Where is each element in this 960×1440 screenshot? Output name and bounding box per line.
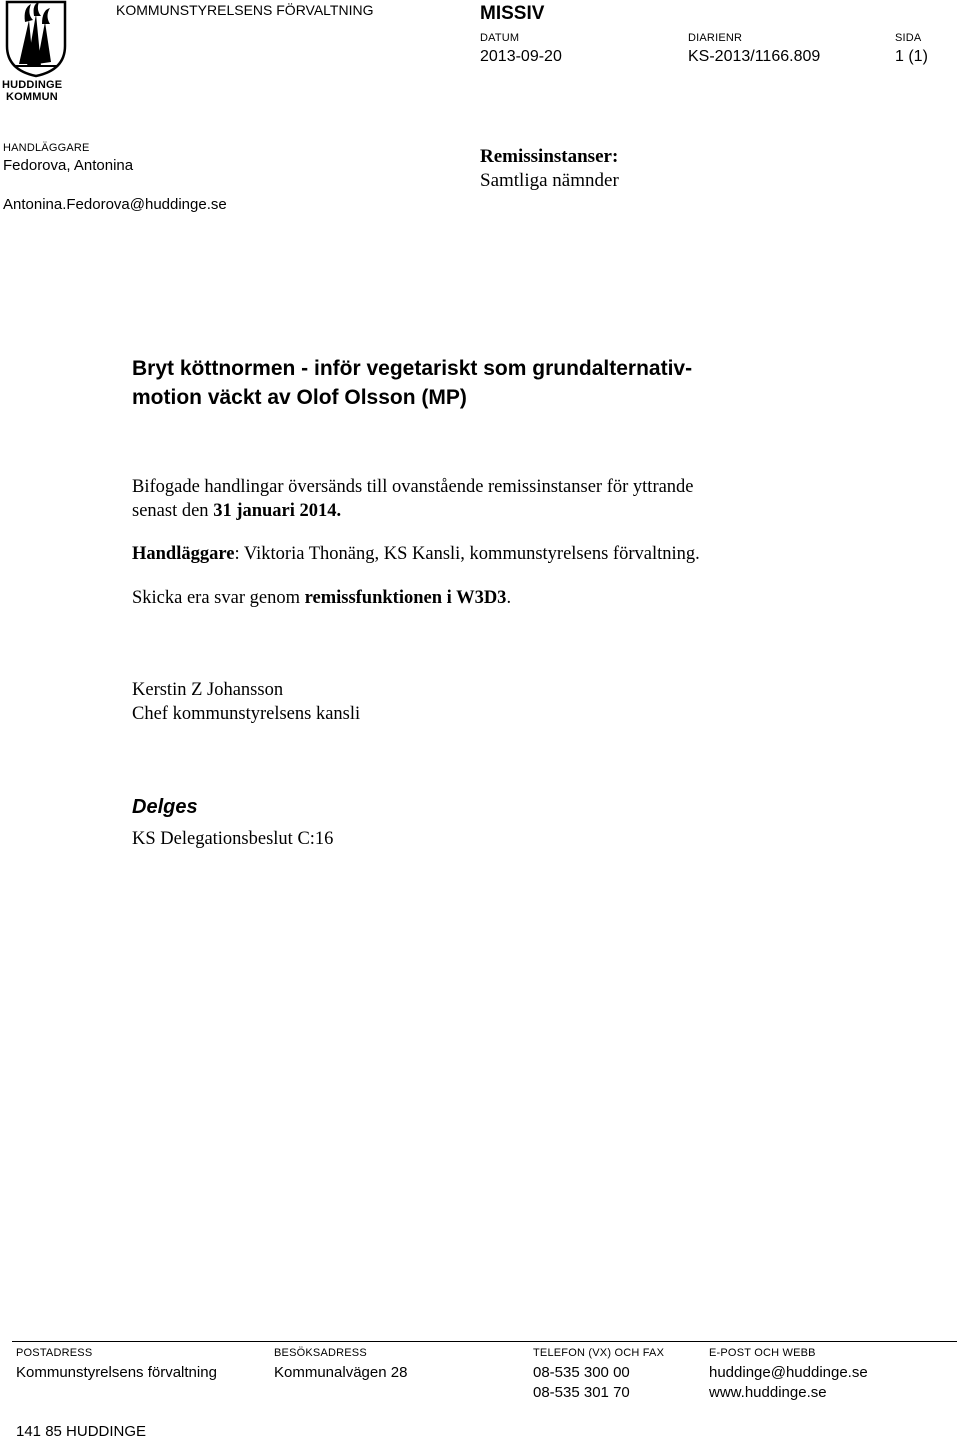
recipients-value: Samtliga nämnder	[480, 170, 619, 191]
p3-end: .	[506, 588, 512, 608]
p1-deadline-intro: senast den	[132, 501, 214, 521]
handlaggare-label: HANDLÄGGARE	[3, 142, 90, 154]
p3-bold: remissfunktionen i W3D3	[304, 588, 507, 608]
title-line-2: motion väckt av Olof Olsson (MP)	[132, 386, 467, 409]
handlaggare-name: Fedorova, Antonina	[3, 157, 134, 174]
p1-line-2	[132, 499, 694, 523]
doc-type: MISSIV	[480, 3, 545, 24]
p1-line-1: Bifogade handlingar översänds till ovanstående remissinstanser för yttrande	[132, 477, 694, 497]
datum-label: DATUM	[480, 32, 520, 44]
p1-deadline-date: 31 januari 2014.	[213, 501, 342, 521]
body-paragraph-2	[132, 542, 700, 566]
telefon-label: TELEFON (VX) OCH FAX	[533, 1347, 665, 1359]
p2-label: Handläggare	[132, 544, 235, 564]
title-line-1: Bryt köttnormen - inför vegetariskt som grundalternativ-	[132, 357, 693, 380]
postadress-label: POSTADRESS	[16, 1347, 93, 1359]
telefon-value: 08-535 300 00	[533, 1364, 630, 1381]
coat-of-arms-icon	[5, 0, 67, 78]
webb-link[interactable]: www.huddinge.se	[709, 1384, 827, 1401]
sida-value: 1 (1)	[895, 48, 928, 65]
epost-link[interactable]: huddinge@huddinge.se	[709, 1364, 868, 1381]
recipients-heading: Remissinstanser:	[480, 146, 619, 167]
delges-value: KS Delegationsbeslut C:16	[132, 829, 334, 849]
footer-divider	[12, 1341, 957, 1342]
handlaggare-email: Antonina.Fedorova@huddinge.se	[3, 196, 227, 213]
body-paragraph-3	[132, 586, 511, 610]
epost-label: E-POST OCH WEBB	[709, 1347, 816, 1359]
p2-text: : Viktoria Thonäng, KS Kansli, kommunstyrelsens förvaltning.	[234, 544, 700, 564]
diarienr-label: DIARIENR	[688, 32, 743, 44]
besoksadress-label: BESÖKSADRESS	[274, 1347, 367, 1359]
delges-heading: Delges	[132, 796, 198, 818]
signature-title: Chef kommunstyrelsens kansli	[132, 704, 361, 724]
fax-value: 08-535 301 70	[533, 1384, 630, 1401]
besoksadress-value: Kommunalvägen 28	[274, 1364, 408, 1381]
signature-name: Kerstin Z Johansson	[132, 680, 284, 700]
logo-text-1: HUDDINGE	[2, 79, 63, 91]
postadress-line-2: 141 85 HUDDINGE	[16, 1423, 147, 1440]
document-title	[132, 354, 692, 412]
datum-value: 2013-09-20	[480, 48, 562, 65]
diarienr-value: KS-2013/1166.809	[688, 48, 821, 65]
logo-text-2: KOMMUN	[6, 91, 58, 103]
signature	[132, 678, 360, 726]
huddinge-logo	[0, 0, 72, 104]
postadress-line-1: Kommunstyrelsens förvaltning	[16, 1364, 217, 1381]
body-paragraph-1	[132, 475, 694, 523]
p3-text: Skicka era svar genom	[132, 588, 305, 608]
sida-label: SIDA	[895, 32, 922, 44]
org-name: KOMMUNSTYRELSENS FÖRVALTNING	[116, 2, 374, 18]
